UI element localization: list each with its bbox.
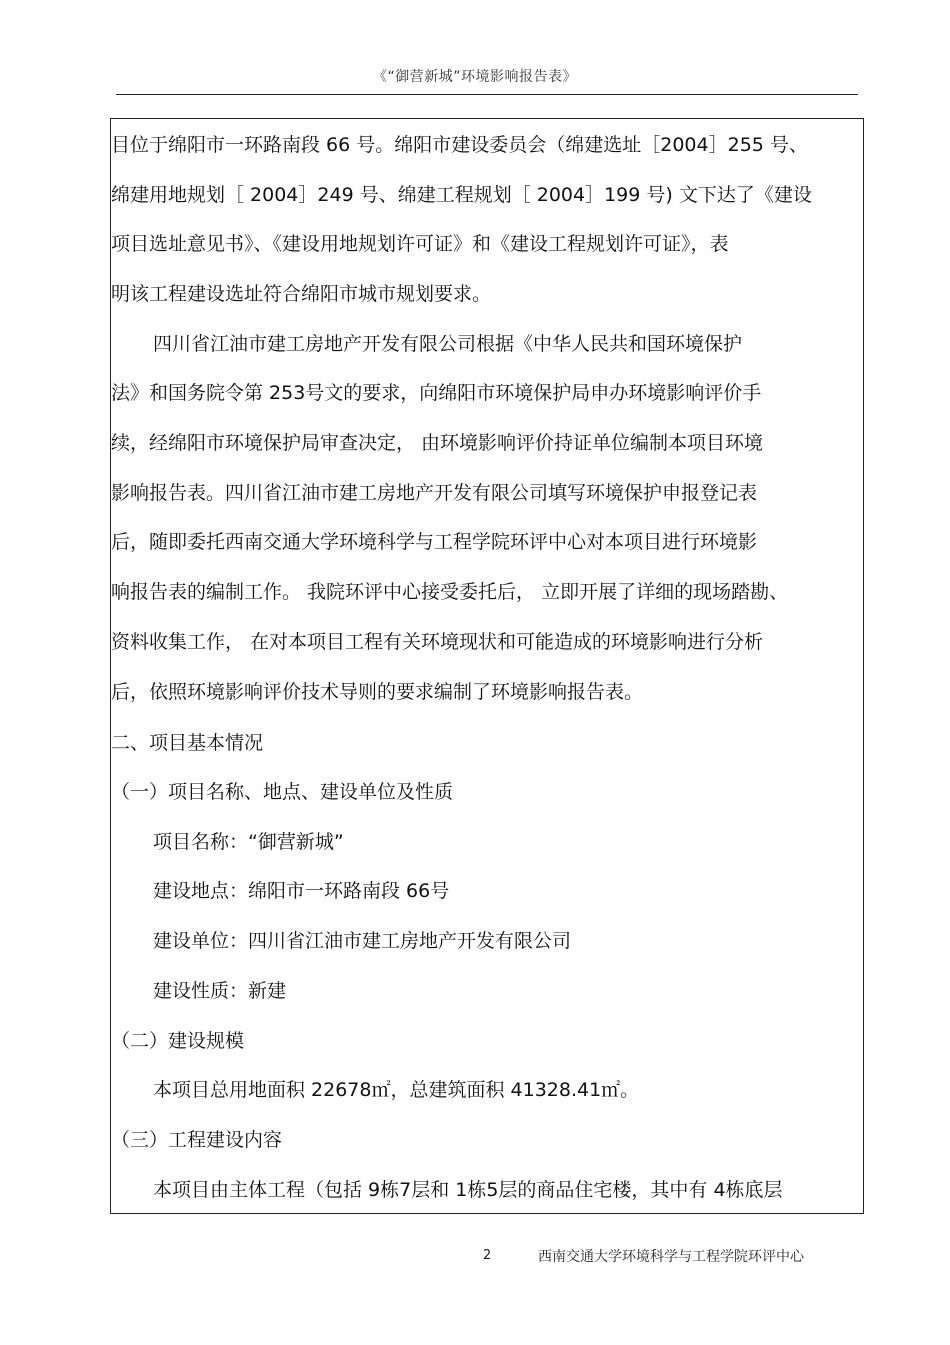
body-line: 本项目由主体工程（包括 9栋7层和 1栋5层的商品住宅楼，其中有 4栋底层 — [153, 1179, 783, 1201]
header-rule — [116, 94, 858, 95]
subsection-heading: （二）建设规模 — [111, 1030, 245, 1052]
body-line: 明该工程建设选址符合绵阳市城市规划要求。 — [111, 283, 492, 305]
project-name-line: 项目名称：“御营新城” — [153, 831, 344, 853]
body-line: 绵建用地规划［ 2004］249 号、绵建工程规划［ 2004］199 号) 文下达了《建设 — [111, 184, 812, 206]
body-line: 法》和国务院令第 253号文的要求，向绵阳市环境保护局申办环境影响评价手 — [111, 382, 762, 404]
scale-line: 本项目总用地面积 22678㎡，总建筑面积 41328.41㎡。 — [153, 1079, 640, 1101]
subsection-heading: （一）项目名称、地点、建设单位及性质 — [111, 781, 454, 803]
body-line: 响报告表的编制工作。 我院环评中心接受委托后， 立即开展了详细的现场踏勘、 — [111, 581, 789, 603]
section-heading: 二、项目基本情况 — [111, 732, 264, 754]
body-line: 项目选址意见书》、《建设用地规划许可证》和《建设工程规划许可证》，表 — [111, 233, 729, 255]
project-location-line: 建设地点：绵阳市一环路南段 66号 — [153, 880, 450, 902]
project-unit-line: 建设单位：四川省江油市建工房地产开发有限公司 — [153, 930, 572, 952]
page-number: 2 — [483, 1248, 492, 1263]
body-line: 后，依照环境影响评价技术导则的要求编制了环境影响报告表。 — [111, 681, 644, 703]
project-nature-line: 建设性质：新建 — [153, 980, 287, 1002]
body-line: 四川省江油市建工房地产开发有限公司根据《中华人民共和国环境保护 — [153, 333, 743, 355]
body-line: 目位于绵阳市一环路南段 66 号。绵阳市建设委员会（绵建选址［2004］255 号、 — [111, 134, 808, 156]
footer-organization: 西南交通大学环境科学与工程学院环评中心 — [538, 1249, 804, 1265]
body-line: 影响报告表。四川省江油市建工房地产开发有限公司填写环境保护申报登记表 — [111, 482, 758, 504]
body-line: 后，随即委托西南交通大学环境科学与工程学院环评中心对本项目进行环境影 — [111, 531, 758, 553]
page-header-title: 《“御营新城”环境影响报告表》 — [372, 69, 577, 85]
body-line: 资料收集工作， 在对本项目工程有关环境现状和可能造成的环境影响进行分析 — [111, 631, 764, 653]
content-box — [110, 118, 864, 1214]
body-line: 续，经绵阳市环境保护局审查决定， 由环境影响评价持证单位编制本项目环境 — [111, 432, 764, 454]
subsection-heading: （三）工程建设内容 — [111, 1129, 283, 1151]
